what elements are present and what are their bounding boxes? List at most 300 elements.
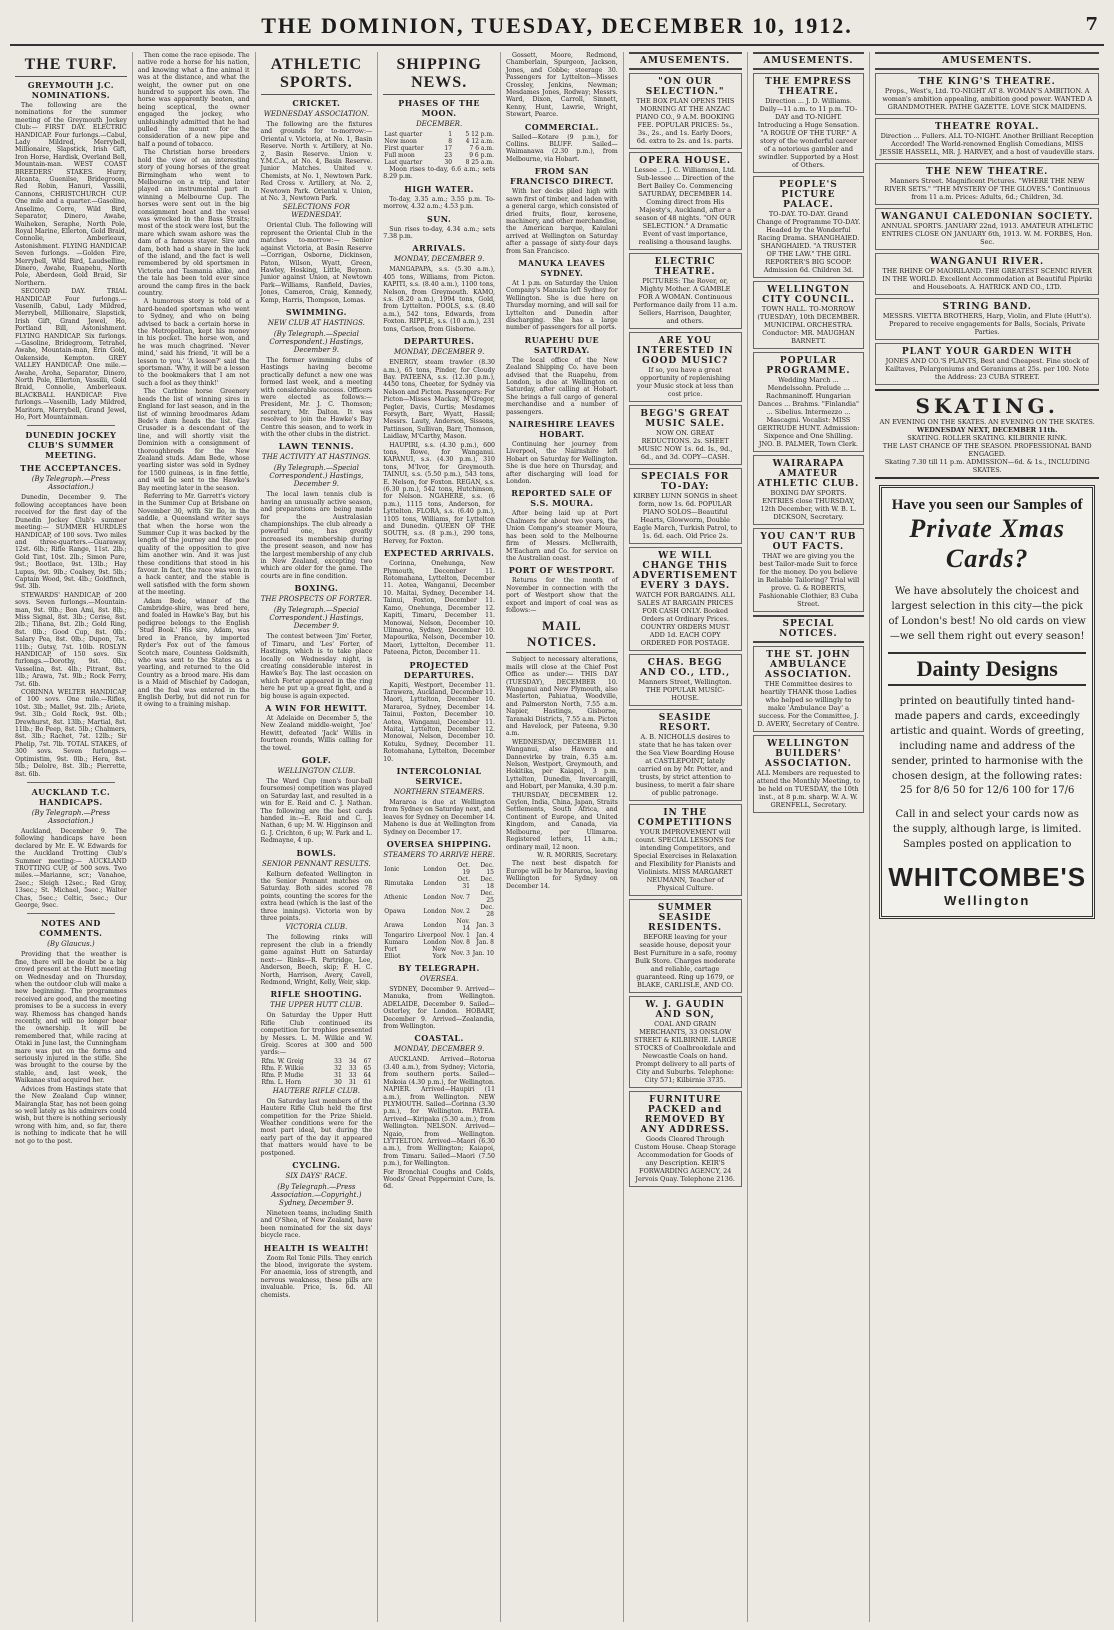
- columns: [10, 52, 1104, 1622]
- article-title: ARRIVALS.: [412, 243, 466, 254]
- article-body: Advices from Hastings state that the New Zealand Cup winner, Mairangla Star, has not been going so well lately as his admirers could wish, but there is nothing seriously wrong with him, and, so far, there is nothing to indicate that he will not go to the post.: [15, 1085, 127, 1145]
- advert-title: THE NEW THEATRE.: [926, 167, 1049, 177]
- divider: [27, 425, 115, 426]
- advert: [629, 253, 742, 329]
- article-title: MANUKA LEAVES SYDNEY.: [518, 257, 606, 278]
- table-cell: Ionic: [384, 865, 400, 873]
- article-subtitle: DECEMBER.: [416, 120, 463, 128]
- advert-body: THE RHINE OF MAORILAND. THE GREATEST SCENIC RIVER IN THE WORLD. Excellent Accommodation at Beautiful Pipiriki and Houseboats. A. HATRICK AND CO., LTD.: [882, 267, 1093, 291]
- article-tag: (By Telegraph.—Press Association.—Copyright.) Sydney, December 9.: [271, 1183, 362, 1207]
- advert-title: THEATRE ROYAL.: [935, 122, 1040, 132]
- article-subtitle: NORTHERN STEAMERS.: [393, 788, 485, 796]
- skating-title: SKATING.: [915, 394, 1059, 418]
- special-notices-header: SPECIAL NOTICES.: [753, 615, 865, 643]
- advert: [875, 118, 1099, 160]
- advert-body: WATCH FOR BARGAINS. ALL SALES AT BARGAIN PRICES FOR CASH ONLY. Booked Orders at Ordinary Prices. COUNTRY ORDERS MUST ADD 1d. EACH COPY ORDERED FOR POSTAGE.: [635, 591, 735, 647]
- column-athletic-sports: [256, 52, 379, 1622]
- skating-line: THE LAST CHANCE OF THE SEASON. PROFESSIONAL BAND ENGAGED.: [882, 442, 1092, 458]
- article-title: SWIMMING.: [285, 306, 347, 317]
- table-cell: Jan. 3: [476, 921, 494, 929]
- article-tag: (By Telegraph.—Special Correspondent.) Hastings, December 9.: [269, 606, 364, 631]
- advert-body: MESSRS. VIETTA BROTHERS, Harp, Violin, and Flute (Hutt's). Prepared to receive engagements for Balls, Socials, Private Parties.: [882, 312, 1092, 336]
- column-amusements-1: [624, 52, 748, 1622]
- table-cell: Jan. 8: [476, 939, 494, 947]
- table-cell: London: [423, 893, 447, 901]
- article-subtitle: WEDNESDAY ASSOCIATION.: [263, 110, 370, 118]
- article-title: INTERCOLONIAL SERVICE.: [396, 766, 482, 786]
- skating-advert: [875, 389, 1099, 479]
- xmas-headline: Private Xmas Cards?: [909, 514, 1066, 573]
- masthead-title: THE DOMINION, TUESDAY, DECEMBER 10, 1912.: [261, 13, 853, 38]
- table-cell: Dec. 15: [480, 862, 494, 877]
- article-body: The next best dispatch for Europe will be by Mararoa, leaving Wellington for Sydney on December 14.: [506, 860, 618, 890]
- advert-title: W. J. GAUDIN AND SON,: [645, 1000, 725, 1020]
- advert-body: Direction ... Fullers. ALL TO-NIGHT. Another Brilliant Reception Accorded! The World-renowned English Comedians, MISS JESSIE HASSELL, MR. J. HARVEY, and a host of vaudeville stars.: [879, 132, 1095, 156]
- article-body: The following are the fixtures and grounds for to-morrow:— Oriental v. Victoria, at No. 1, Basin Reserve. North v. Artillery, at No. 2, Basin Reserve. Union v. Y.M.C.A., at No. 4, Basin Reserve. Junior Matches. United v. Chemists, at No. 1, Newtown Park. Red Cross v. Artillery, at No. 2, Newtown Park. Oriental v. Union, at No. 3, Newtown Park.: [260, 121, 373, 203]
- section-title-shipping: SHIPPING NEWS.: [383, 56, 495, 95]
- article-body: Gossett, Moore, Redmond, Chamberlain, Spurgeon, Jackson, Jones, and Cobbe; steerage 30. Passengers for Lyttelton—Misses Crossley, Jenkins, Newman; Mesdames Jones, Rodway; Messrs. Ward, Dixon, Carroll, Sinnett, Kenny, Hunt, Lawrie, Wright, Stewart, Pearce.: [506, 52, 618, 119]
- xmas-prices: 25 for 8/6 50 for 12/6 100 for 17/6: [899, 785, 1075, 796]
- article-body: To-day, 3.35 a.m.; 3.55 p.m. To-morrow, 4.32 a.m.; 4.53 p.m.: [383, 195, 495, 211]
- advert-title: SEASIDE RESORT.: [658, 713, 712, 733]
- table-cell: Dec. 18: [480, 876, 494, 891]
- masthead: [10, 8, 1104, 46]
- amusements-header: AMUSEMENTS.: [629, 52, 742, 70]
- advert-body: If so, you have a great opportunity of replenishing your Music stock at less than cost price.: [636, 366, 734, 398]
- article-body: The contest between 'Jim' Forter, of Timaru, and 'Les' Forter, of Hastings, which is to take place locally on Wednesday night, is creating considerable interest in Hawke's Bay. The last occasion on which Forter appeared in the ring here he put up a great fight, and a big house is again expected.: [260, 633, 373, 700]
- table-cell: 7 6 a.m.: [469, 145, 494, 152]
- article-tag: (By Telegraph.—Press Association.): [31, 475, 111, 492]
- advert: [753, 352, 865, 452]
- article-title: DEPARTURES.: [403, 336, 475, 347]
- article-body: Sun rises to-day, 4.34 a.m.; sets 7.38 p.m.: [383, 225, 495, 241]
- advert-body: Goods Cleared Through Custom House. Cheap Storage Accommodation for Goods of any Description. KEIR'S FORWARDING AGENCY, 24 Jervois Quay. Telephone 2136.: [634, 1135, 736, 1183]
- article-tag: (By Telegraph.—Special Correspondent.) Hastings, December 9.: [269, 329, 364, 354]
- advert-signature: JNO. B. PALMER, Town Clerk.: [758, 440, 858, 448]
- article-body: Nineteen teams, including Smith and O'Shea, of New Zealand, have been nominated for the six days' bicycle race.: [260, 1210, 373, 1240]
- article-subtitle: HAUTERE RIFLE CLUB.: [272, 1086, 360, 1095]
- article-body: The Ward Cup (men's four-ball foursomes) competition was played on Saturday last, and resulted in a win for E. Reid and C. J. Nathan. The following are the best cards handed in:—E. Reid and C. J. Nathan, 6 up; M. W. Higginson and G. J. Crichton, 6 up; W. Park and L. Redmayne, 4 up.: [260, 777, 373, 845]
- advert-title: ELECTRIC THEATRE.: [654, 257, 716, 277]
- advert-title: OPERA HOUSE.: [639, 156, 732, 166]
- article-body: On Saturday last members of the Hautere Rifle Club held the first competition for the Prize Shield. Weather conditions were for the most part ideal, but during the early part of the day it appeared that matters would have to be postponed.: [260, 1097, 373, 1157]
- advert-title: WAIRARAPA AMATEUR ATHLETIC CLUB.: [757, 459, 860, 489]
- article-subtitle: SIX DAYS' RACE.: [285, 1172, 348, 1180]
- advert-body: ANNUAL SPORTS. JANUARY 22nd, 1913. AMATEUR ATHLETIC ENTRIES CLOSE ON JANUARY 6th, 1913. W. M. FORBES, Hon. Sec.: [881, 222, 1094, 246]
- table-row: [383, 876, 495, 890]
- advert: [753, 646, 865, 732]
- advert: [629, 654, 742, 706]
- advert-title: ARE YOU INTERESTED IN GOOD MUSIC?: [636, 336, 734, 366]
- table-cell: Athenic: [384, 893, 408, 901]
- divider: [27, 913, 115, 914]
- article-tag: (By Glaucus.): [47, 940, 95, 949]
- table-row: [383, 862, 495, 876]
- article-title: BOXING.: [294, 583, 339, 594]
- table-cell: 4 12 a.m.: [465, 138, 494, 145]
- advert-title: "ON OUR SELECTION.": [645, 77, 725, 97]
- divider: [27, 782, 115, 783]
- advert-title: THE ST. JOHN AMBULANCE ASSOCIATION.: [764, 650, 852, 680]
- article-title: HIGH WATER.: [404, 183, 474, 194]
- section-title-athletic: ATHLETIC SPORTS.: [261, 56, 373, 95]
- table-cell: London: [423, 879, 447, 887]
- table-cell: 64: [363, 1071, 372, 1079]
- table-row: [383, 145, 495, 152]
- article-body: Subject to necessary alterations, mails will close at the Chief Post Office as under:— THIS DAY (TUESDAY), DECEMBER 10. Wanganui and New Plymouth, also Masterton, Pahiatua, Woodville, and Palmerston North, 7.55 a.m. Napier, Hastings, Gisborne, Taranaki Districts, 7.55 a.m. Picton and Havelock, per Pateena, 9.30 a.m.: [506, 656, 618, 738]
- advert: [629, 547, 742, 651]
- article-title: SUN.: [426, 213, 452, 224]
- advert-title: POPULAR PROGRAMME.: [766, 356, 851, 376]
- article-body: The following are the nominations for the summer meeting of the Greymouth Jockey Club:— FIRST DAY. ELECTRIC HANDICAP. Four furlongs.—Cabul, Lady Mildred, Merrybell, Millionaire, Slapstick, Irish Gift, Iron Horse, Hardisk, Overland Bell, Mountain-man. WEST COAST BREEDERS' STAKES. Hurry, Alcanta, Guenilse, Bridegroom, Red Robin, Hanuri, Vassilii, Cannons, CHRISTCHURCH CUP. One mile and a quarter.—Gasoline, Anselimo, Corre, Wild Bird, Separator, Dinero, Awahe, Waiheken, Seraphe, North Pole, Royal Marine, Ellerton, Gold Braid, Connolie, Amberleaux, Astonishment. FLYING HANDICAP. Seven furlongs. —Golden Fire, Merrybell, Wild Bird, Laudselline, Dinero, Awahe, Ruapehu, North Pole, Aberdeen, Gold Braid, Sir Northern.: [15, 102, 127, 287]
- advert-body: NOW ON. GREAT REDUCTIONS. 2s. SHEET MUSIC NOW 1s. 6d. Is., 9d., 6d., and 3d. COPY—CASH.: [637, 429, 733, 461]
- article-title: PHASES OF THE MOON.: [398, 98, 480, 118]
- advert-title: SUMMER SEASIDE RESIDENTS.: [648, 903, 723, 933]
- article-body: HAUPIRI, s.s. (4.30 p.m.), 600 tons, Rowe, for Wanganui. KAPANUI, s.s. (4.30 p.m.), 310 tons, M'Ivor, for Greymouth. TAINUI, s.s. (5.50 p.m.), 543 tons, E. Nelson, for Foxton. REGAN, s.s. (6.30 p.m.), 542 tons, Hutchinson, for Nelson. NGAHERE, s.s. (6 p.m.), 1115 tons, Anderson, for Lyttelton. FLORA, s.s. (6.40 p.m.), 1105 tons, Williams, for Lyttelton and Dunedin. QUEEN OF THE SOUTH, s.s. (8 p.m.), 290 tons, Hervey, for Foxton.: [383, 441, 495, 545]
- advert-body: JONES AND CO.'S PLANTS, Best and Cheapest. Fine stock of Kailtaves, Pelargoniums and Geraniums at 25s. per 100. Note the Address: 23 CUBA STREET.: [885, 357, 1090, 381]
- article-body: Referring to Mr. Garrett's victory in the Summer Cup at Brisbane on November 30, with Sir Ilo, in the saddle, a Queensland writer says that when the horse won the Summer Cup it was backed by the length of the journey and the poor quality of the opposition to give him another win. And it was just these conditions that stood in his favour. In fact, the race was won in a hack canter, and the stable is well satisfied with the form shown at the meeting.: [137, 492, 250, 597]
- article-body: Sailed—Kotare (9 p.m.), for Collins. BLUFF. Sailed—Waimanawa (2.30 p.m.), from Melbourne, via Hobart.: [506, 133, 618, 163]
- table-cell: Last quarter: [384, 131, 423, 138]
- article-body: The local office of the New Zealand Shipping Co. have been advised that the Ruapehu, from London, is due at Wellington on Saturday, after calling at Hobart. She brings a full cargo of general merchandise and a number of passengers.: [506, 356, 618, 416]
- table-cell: Port Elliot: [384, 946, 401, 961]
- table-cell: 8: [448, 138, 453, 145]
- table-cell: 23: [444, 152, 453, 159]
- advert-body: PICTURES: The Rover, or, Mighty Mother. A GAMBLE FOR A WOMAN. Continuous Performance daily from 11 a.m. Sellers, Harrison, Daughter, and others.: [632, 277, 738, 325]
- table-cell: 9 6 p.m.: [469, 152, 494, 159]
- table-row: [383, 138, 495, 145]
- xmas-body: printed on beautifully tinted hand-made papers and cards, exceedingly artistic and quaint. Words of greeting, including name and address of the sender, printed to harmonise with the chosen design, at the following rates:: [890, 696, 1085, 782]
- advert-title: PEOPLE'S PICTURE PALACE.: [779, 180, 838, 210]
- article-body: CORINNA WELTER HANDICAP, of 100 sovs. One mile.—Rifles, 10st. 3lb.; Mallet, 9st. 2lb.; Ariete, 9st. 3lb.; Gold Rock, 9st. 0lb.; Drewhurst, 8st. 13lb.; Martial, 8st. 11lb.; Bo Peep, 8st. 5lb.; Chalmers, 8st. 3lb.; Rachet, 7st. 12lb.; Sir Phelip, 7st. 7lb. TOTAL STAKES, of 300 sovs. Seven furlongs.—Optimistim, 9st. 0lb.; Hera, 8st. 5lb.; Delolre, 8st. 3lb.; Pierrette, 8st. 6lb.: [15, 689, 127, 778]
- article-body: After being laid up at Port Chalmers for about two years, the Union Company's steamer Moura, has been sold to the Melbourne firm of Messrs. McIlwraith, M'Eacharn and Co. for service on the Australian coast.: [506, 510, 618, 562]
- table-cell: Nov. 3: [450, 949, 470, 957]
- article-subtitle: STEAMERS TO ARRIVE HERE.: [383, 851, 495, 860]
- table-cell: Oct. 19: [457, 862, 470, 877]
- table-row: [383, 890, 495, 904]
- table-row: [383, 932, 495, 939]
- table-cell: Dec. 25: [480, 890, 494, 905]
- advert-title: BEGG'S GREAT MUSIC SALE.: [640, 409, 730, 429]
- article-title: COASTAL.: [414, 1033, 464, 1044]
- column-shipping-continued: [501, 52, 624, 1622]
- article-body: A humorous story is told of a hard-headed sportsman who went to Sydney, and who on being advised to back a certain horse in the Metropolitan, kept his money in his pocket. The horse won, and he was much chagrined. 'Never mind,' said his friend, 'it will be a lesson to you.' 'A lesson?' said the sportsman. 'Why, it will be a lesson to the bookmakers that I am not such a fool as they think!': [137, 298, 250, 387]
- article-subtitle: THE ACTIVITY AT HASTINGS.: [262, 453, 371, 462]
- column-shipping-news: [378, 52, 501, 1622]
- table-cell: Rfm. F. Wilkie: [261, 1064, 304, 1072]
- table-cell: 30: [334, 1078, 342, 1086]
- table-cell: Dec. 28: [480, 904, 494, 919]
- article-title: PORT OF WESTPORT.: [508, 565, 615, 576]
- article-body: STEWARDS' HANDICAP, of 200 sovs. Seven furlongs.—Mountain-man, 9st. 9lb.; Bon Ami, 8st. 8lb.; Miss Signal, 8st. 3lb.; Cerise, 8st. 2lb.; Tihana, 8st. 2lb.; Gold Ring, 8st. 0lb.; Good Cup, 8st. 0lb.; Salary Pea, 8st. 0lb.; Dupon, 7st. 11lb.; Gutsy, 7st. 10lb. ROSLYN HANDICAP, of 150 sovs. Six furlongs.—Dorothy, 9st. 0lb.; Vasselina, 8st. 4lb.; Pitrant, 8st. 1lb.; Arawa, 7st. 9lb.; Rock Ferry, 7st. 6lb.: [15, 591, 127, 688]
- article-subtitle: SENIOR PENNANT RESULTS.: [261, 859, 371, 868]
- table-cell: London: [423, 939, 447, 947]
- advert: [629, 1091, 742, 1187]
- table-cell: 17: [444, 145, 453, 152]
- article-body: Oriental Club. The following will represent the Oriental Club in the matches to-morrow:— Senior against Victoria, at Basin Reserve—Corrigan, Osborne, Dickinson, Paton, Wilson, Wyatt, Green, Hawley, Hosking, Little, Beynon. Junior against Union, at Newtown Park—Williams, Ranfield, Davies, Jones, Cameron, Craig, Kennedy, Kemp, Harris, Thompson, Lomas.: [260, 222, 373, 304]
- article-body: The Carbine horse Greenery heads the list of winning sires in England for last season, and in the list of winning broodmares Adam Bede's dam heads the list. Gay Crusader is a descendant of the line, and will shortly visit the Dominion with a consignment of thoroughbreds for the New Zealand studs. Adam Bede, whose yearling sister was sold in Sydney for 1500 guineas, is in fine fettle, and will be sent to the Hawke's Bay meeting later in the season.: [137, 388, 250, 492]
- column-amusements-3: [870, 52, 1104, 1622]
- table-row: [383, 131, 495, 138]
- advert: [875, 208, 1099, 250]
- table-cell: Kumara: [384, 939, 409, 947]
- table-cell: 67: [363, 1057, 372, 1065]
- whitcombes-logo: WHITCOMBE'S: [888, 862, 1087, 892]
- advert-body: KIRBEY LUNN SONGS in sheet form, now 1s. 6d. POPULAR PIANO SOLOS—Beautiful Hearts, Glowworm, Double Eagle March, Turkish Patrol, to 1s. 6d. each. Old Price 2s.: [632, 492, 738, 540]
- advert: [629, 996, 742, 1088]
- article-body: Dunedin, December 9. The following acceptances have been received for the first day of the Dunedin Jockey Club's summer meeting:— SUMMER HURDLES HANDICAP, of 100 sovs. Two miles and three-quarters.—Guaraway, 12st. 6lb.; Rifle Range, 11st. 2lb.; Gold Tint, 10st. 2lb.; Simon Pure, 9st.; Bootlace, 9st. 13lb.; Hay Lupus, 9st. 9lb.; Coalsey, 9st. 5lb.; Captain Wood, 9st. 4lb.; Goldfinch, 9st. 3lb.: [15, 494, 127, 591]
- article-body: Mararoa is due at Wellington from Sydney on Saturday next, and leaves for Sydney on December 14. Maheno is due at Wellington from Sydney on December 17.: [383, 799, 495, 836]
- advert: [629, 709, 742, 801]
- advert: [629, 73, 742, 149]
- article-body: SECOND DAY. TRIAL HANDICAP. Four furlongs.—Vasenilb, Cabul, Lady Mildred, Merrybell, Millionaire, Slapstick, Irish Gift, Grand Jewel, Ho, Portland Bill, Astonishment. FLYING HANDICAP. Six furlongs. —Gasoline, Bridegroom, Tetrahel, Awahe, Mountain-man, Erin Gold, Oakenside, Kempton. GREY VALLEY HANDICAP. One mile.—Awahe, Aroha, Separator, Dinero, North Pole, Ellerton, Vassilii, Gold Braid, Connolie, Amberleaux. BLACKBALL HANDICAP. Five furlongs.—Vasenilb, Lady Mildred, Maritorn, Merrybell, Grand Jewel, Ho, Port Mountainman.: [15, 288, 127, 422]
- advert-body: BEFORE leaving for your seaside house, deposit your Best Furniture in a safe, roomy Bulk Store. Charges moderate and reliable, cartage guaranteed. Ring up 1679, or BLAKE, CARLISLE, AND CO.: [633, 933, 737, 989]
- oversea-steamers-table: [383, 862, 495, 960]
- article-body: MANGAPAPA, s.s. (5.30 a.m.), 405 tons, Williams, from Picton. KAPITI, s.s. (8.40 a.m.), 1100 tons, Nelson, from Greymouth. KAMO, s.s. (8.20 a.m.), 1994 tons, Gold, from Lyttelton. POOLS, s.s. (8.40 a.m.), 542 tons, Edwards, from Foxton. RIPPLE, s.s. (10 a.m.), 231 tons, Carlson, from Gisborne.: [383, 266, 495, 333]
- advert: [629, 152, 742, 250]
- table-cell: 1: [448, 131, 453, 138]
- table-cell: Rfm. P. Mudie: [261, 1071, 304, 1079]
- article-title: RIFLE SHOOTING.: [270, 989, 363, 1000]
- page-number: 7: [1085, 14, 1098, 35]
- advert: [753, 528, 865, 612]
- advert: [875, 163, 1099, 205]
- table-cell: Jan. 10: [472, 949, 494, 957]
- article-body: The following rinks will represent the club in a friendly game against Hutt on Saturday next:— Rinks—R. Partridge, Lee, Anderson, Beech, skip; F. H. C. North, Harrison, Avery, Cavell, Redmond, Wright, Kelly, Weir, skip.: [260, 934, 373, 986]
- whitcombes-location: Wellington: [944, 893, 1031, 908]
- article-body: Moon rises to-day, 6.6 a.m.; sets 8.29 p.m.: [383, 166, 495, 181]
- article-subtitle: OVERSEA.: [420, 975, 459, 984]
- article-body: Kelburn defeated Wellington in the Senior Pennant matches on Saturday. Both sides scored 78 points, counting the scores for the extra head (which is the last of the three innings). Victoria won by three points.: [260, 870, 373, 923]
- moon-phase-table: [383, 131, 495, 166]
- advert-body: TO-DAY. TO-DAY. Grand Change of Programme TO-DAY. Headed by the Wonderful Racing Drama. SHANGHAIED. SHANGHAIED. "A TRUSTER OF THE LAW." THE GIRL REPORTER'S BIG SCOOP. Admission 6d. Children 3d.: [756, 210, 861, 274]
- xmas-dainty-designs: Dainty Designs: [888, 652, 1086, 686]
- article-title: NAIRESHIRE LEAVES HOBART.: [508, 419, 616, 440]
- article-body: Returns for the month of November in connection with the port of Westport show that the export and import of coal was as follows:—: [506, 577, 618, 614]
- article-tag: (By Telegraph.—Press Association.): [31, 808, 111, 825]
- article-body: AUCKLAND. Arrived—Rotorua (3.40 a.m.), from Sydney; Victoria, from southern ports. Sailed—Mokoia (4.30 p.m.), for Wellington. NAPIER. Arrived—Haupiri (11 a.m.), from Wellington. NEW PLYMOUTH. Sailed—Corinna (3.30 p.m.), for Wellington. PATEA. Arrived—Kiripaka (5.30 a.m.), from Wellington. NELSON. Arrived—Ngaio, from Wellington. LYTTELTON. Arrived—Maori (6.30 a.m.), from Wellington; Kaiapoi, from Timaru. Sailed—Maori (7.50 p.m.), for Wellington.: [383, 1056, 495, 1168]
- advert-line: For Bronchial Coughs and Colds, Woods' Great Peppermint Cure, Is. 6d.: [383, 1168, 495, 1191]
- article-subtitle: VICTORIA CLUB.: [285, 923, 348, 932]
- table-cell: Last quarter: [384, 159, 423, 166]
- table-cell: 32: [334, 1064, 342, 1072]
- amusements-header: AMUSEMENTS.: [753, 52, 865, 70]
- table-row: [383, 946, 495, 960]
- article-subtitle: NEW CLUB AT HASTINGS.: [267, 318, 365, 327]
- xmas-cards-advert: [879, 485, 1095, 919]
- table-cell: First quarter: [384, 145, 424, 152]
- table-cell: 61: [363, 1078, 372, 1086]
- advert-title: THE EMPRESS THEATRE.: [764, 77, 852, 97]
- article-title: REPORTED SALE OF S.S. MOURA.: [511, 488, 613, 509]
- advert: [875, 73, 1099, 115]
- xmas-question: Have you seen our Samples of: [891, 497, 1083, 513]
- table-cell: 8 25 a.m.: [465, 159, 494, 166]
- signature: W. R. MORRIS, Secretary.: [537, 851, 618, 859]
- advert: [753, 176, 865, 278]
- advert: [629, 468, 742, 544]
- advert: [629, 332, 742, 402]
- advert: [753, 281, 865, 349]
- table-row: [261, 1072, 373, 1079]
- advert-title: PLANT YOUR GARDEN WITH: [901, 347, 1073, 357]
- advert-title: CHAS. BEGG AND CO., LTD.,: [640, 658, 731, 678]
- table-cell: London: [423, 921, 447, 929]
- article-body: The former swimming clubs of Hastings having become practically defunct a new one was formed last week, and a meeting with considerable success. Officers were elected as follows:—President, Mr. J. C. Thomson; secretary, Mr. Dalton. It was resolved to join the Hawke's Bay Centre this season, and to work in with the other clubs in the district.: [260, 356, 373, 438]
- article-body: Continuing her journey from Liverpool, the Nairnshire left Hobart on Saturday for Wellington. She is due here on Thursday, and after discharging will load for London.: [506, 441, 618, 486]
- column-turf-continued: [133, 52, 256, 1622]
- article-title: CYCLING.: [292, 1160, 341, 1170]
- amusements-header: AMUSEMENTS.: [875, 52, 1099, 70]
- advert-body: THE Committee desires to heartily THANK those Ladies who helped so willingly to make 'Ambulance Day' a success. For the Committee, J. D. AVERY, Secretary of Centre.: [757, 680, 860, 728]
- table-cell: Nov. 1: [450, 932, 470, 940]
- advert-body: COAL AND GRAIN MERCHANTS, 33 ONSLOW STREET & KILBIRNIE. LARGE STOCKS of Coalbrookdale and Newcastle Coals on hand. Prompt delivery to all parts of City and Suburbs. Telephone: City 571; Kilbirnie 3735.: [633, 1020, 737, 1084]
- advert-title: WANGANUI CALEDONIAN SOCIETY.: [881, 212, 1094, 222]
- table-row: [383, 152, 495, 159]
- advert: [753, 73, 865, 173]
- advert-body: Zoom Rel Tonic Pills. They enrich the blood, invigorate the system. For anaemia, loss of strength, and nervous weakness, these pills are invaluable. Price, Is. 6d. All chemists.: [260, 1254, 373, 1299]
- section-title-turf: THE TURF.: [15, 56, 127, 77]
- article-body: The local lawn tennis club is having an unusually active season, and preparations are being made for the Australasian championships. The club already a powerful one, has greatly increased its membership during the present season, and now has the largest membership of any club in New Zealand, excepting two which are older for the game. The courts are in fine condition.: [260, 491, 373, 580]
- table-cell: 5 12 p.m.: [465, 131, 494, 138]
- section-title-mail: MAIL NOTICES.: [506, 618, 618, 653]
- advert-body: Lessee ... J. C. Williamson, Ltd. Sub-lessee ... Direction of the Bert Bailey Co. Commencing SATURDAY, DECEMBER 14. Coming direct from His Majesty's, Auckland, after a season of 48 nights. "ON OUR SELECTION." A Dramatic Event of vast importance, realising a thousand laughs.: [634, 166, 736, 246]
- article-subtitle: THE ACCEPTANCES.: [20, 463, 122, 474]
- table-row: [261, 1058, 373, 1065]
- advert-title: YOU CAN'T RUB OUT FACTS.: [760, 532, 857, 552]
- article-tag: (By Telegraph.—Special Correspondent.) Hastings, December 9.: [269, 464, 364, 489]
- advert-title: STRING BAND.: [942, 302, 1032, 312]
- advert-title: WELLINGTON BUILDERS' ASSOCIATION.: [764, 739, 852, 769]
- advert-body: THAT we are giving you the best Tailor-made Suit to force for the money. Do you believe in Reliable Tailoring? Trial will prove. G. & ROBERTS, Fashionable Clothier, 83 Cuba Street.: [757, 552, 860, 608]
- table-cell: 31: [348, 1078, 357, 1086]
- article-title: PROJECTED DEPARTURES.: [403, 659, 475, 680]
- advert-title: IN THE COMPETITIONS: [637, 808, 733, 828]
- table-row: [383, 159, 495, 166]
- article-title: LAWN TENNIS.: [278, 441, 354, 452]
- article-body: With her decks piled high with sawn first of timber, and laden with a general cargo, which consisted of dried fruits, flour, kerosene, machinery, and other merchandise, the American barque, Kaiulani arrived at Wellington on Saturday after a passage of sixty-four days from San Francisco.: [506, 188, 618, 255]
- article-body: Auckland, December 9. The following handicaps have been declared by Mr. E. W. Edwards for the Auckland Trotting Club's Summer meeting:— AUCKLAND TROTTING CUP, of 500 sovs. Two miles.—Marianne, scr.; Vanahoe, 2sec.; Sleigh 12sec.; Red Gray, 13sec.; St. Michael, 5sec.; Walter Chas, 5sec.; Celtic, 5sec.; Our George, 9sec.: [15, 827, 127, 909]
- table-cell: 65: [363, 1064, 372, 1072]
- advert-title: WE WILL CHANGE THIS ADVERTISEMENT EVERY 3 DAYS.: [632, 551, 738, 591]
- article-title: BY TELEGRAPH.: [398, 963, 480, 974]
- table-cell: Tongariro: [384, 932, 414, 940]
- table-cell: Nov. 2: [450, 907, 470, 915]
- article-body: At 1 p.m. on Saturday the Union Company's Manuka left Sydney for Wellington. She is due here on Thursday morning, and will sail for Lyttelton and Dunedin after discharging. She has a large number of passengers for all ports.: [506, 279, 618, 332]
- table-cell: Rfm. W. Greig: [261, 1057, 304, 1065]
- table-cell: Opawa: [384, 907, 406, 915]
- table-cell: Nov. 7: [450, 893, 470, 901]
- article-subtitle: SELECTIONS FOR WEDNESDAY.: [282, 203, 350, 220]
- advert-body: Manners Street. Magnificent Pictures. "WHERE THE NEW RIVER SETS." "THE MYSTERY OF THE GLOVES." Continuous from 11 a.m. Prices: Adults, 6d.; Children, 3d.: [884, 177, 1091, 201]
- article-title: OVERSEA SHIPPING.: [386, 839, 492, 850]
- table-cell: Jan. 4: [476, 932, 494, 940]
- article-title: FROM SAN FRANCISCO DIRECT.: [509, 166, 614, 187]
- article-body: Then come the race episode. The native rode a horse for his nation, and knowing what a fine animal it was at the distance, and what the weight, the owner put on one hundred to support his own. The horse was apparently beaten, and being sceptical, the owner engaged the jockey, who unblushingly admitted that he had pulled the mount for the consideration of a new pipe and half a pound of tobacco.: [137, 52, 250, 148]
- article-subtitle: MONDAY, DECEMBER 9.: [393, 1045, 485, 1054]
- table-row: [383, 904, 495, 918]
- table-row: [383, 918, 495, 932]
- column-amusements-2: [748, 52, 871, 1622]
- advert-body: Wedding March ... Mendelssohn. Prelude ... Rachmaninoff. Hungarian Dances ... Brahms. "Finlandia" ... Sibelius. Intermezzo ... Mascagni. Vocalist: MISS GERTRUDE HUNT. Admission: Sixpence and One Shilling.: [757, 376, 860, 440]
- table-cell: 33: [348, 1064, 357, 1072]
- article-body: WEDNESDAY, DECEMBER 11. Wanganui, also Hawera and Dannevirke by train, 6.35 a.m. Nelson, Westport, Greymouth, and Hokitika, per Kaiapoi, 3 p.m. Lyttelton, Dunedin, Invercargill, and Hobart, per Manuka, 4.30 p.m.: [506, 738, 618, 791]
- advert-title: HEALTH IS WEALTH!: [263, 1242, 369, 1253]
- article-body: Adam Bede, winner of the Cambridge-shire, was bred here, and foaled in Hawke's Bay, but his pedigree belongs to the English 'Stud Book.' His sire, Adam, was bred in France, by imported Ryder's Fox out of the famous Scotch mare, Countess Goldsmith, who was sent to the States as a yearling, and returned to the Old Country as a brood mare. His dam is a Maid of Mischief by Cadogan, and the foal was entered in the English Derby, but did not run for it owing to a training mishap.: [137, 597, 250, 709]
- skating-line: Skating 7.30 till 11 p.m. ADMISSION—6d. & 1s., INCLUDING SKATES.: [884, 458, 1090, 474]
- advert-body: Props., West's, Ltd. TO-NIGHT AT 8. WOMAN'S AMBITION. A woman's ambition appealing, ambition good power. WANTED A GRANDMOTHER. PATHE GAZETTE. LOVE SICK MAIDENS.: [882, 87, 1093, 111]
- article-body: Corinna, Onehunga, New Plymouth, December 11. Rotomahana, Lyttelton, December 11. Aotea, Wanganui, December 10. Maitai, Sydney, December 14. Tainui, Foxton, December 11. Kamo, Onehunga, December 12. Kapiti, Timaru, December 11. Monowai, Nelson, December 10. Ulimaroa, Sydney, December 10. Mapourika, Nelson, December 10. Maori, Lyttelton, December 11. Pateena, Picton, December 11.: [383, 560, 495, 657]
- article-subtitle: MONDAY, DECEMBER 9.: [393, 348, 485, 357]
- table-cell: 34: [348, 1057, 357, 1065]
- advert: [629, 899, 742, 993]
- skating-line: SKATING. ROLLER SKATING. KILBIRNIE RINK.: [907, 434, 1068, 442]
- rifle-scores-table: [261, 1058, 373, 1086]
- advert: [753, 455, 865, 525]
- advert-body: Manners Street, Wellington. THE POPULAR MUSIC-HOUSE.: [638, 678, 732, 702]
- table-cell: Rimutaka: [384, 879, 414, 887]
- article-title: COMMERCIAL.: [524, 121, 599, 132]
- article-title: CRICKET.: [292, 98, 341, 108]
- article-title: AUCKLAND T.C. HANDICAPS.: [31, 786, 111, 807]
- table-cell: New moon: [384, 138, 417, 145]
- table-row: [261, 1065, 373, 1072]
- table-cell: Nov. 8: [450, 939, 470, 947]
- advert-body: BOXING DAY SPORTS. ENTRIES close THURSDAY, 12th December, with W. B. L. DICKSON, Secretary.: [760, 489, 857, 521]
- table-cell: London: [423, 865, 447, 873]
- article-title: GOLF.: [301, 754, 332, 765]
- advert-title: THE KING'S THEATRE.: [918, 77, 1056, 87]
- skating-line: AN EVENING ON THE SKATES. AN EVENING ON THE SKATES.: [879, 418, 1095, 426]
- column-turf: [10, 52, 133, 1622]
- article-title: EXPECTED ARRIVALS.: [383, 548, 495, 559]
- table-cell: New York: [432, 946, 447, 961]
- advert: [875, 253, 1099, 295]
- advert-title: WELLINGTON CITY COUNCIL.: [762, 285, 855, 305]
- article-body: ENERGY, steam trawler (8.30 a.m.), 65 tons, Pinder, for Cloudy Bay. PATEENA, s.s. (12.30 p.m.), 4450 tons, Cheeter, for Sydney via Nelson and Picton. Passengers: For Picton—Misses Mackay, M'Gregor, Pegler, Davis, Curtis; Mesdames Forsyth, Barr, Wyatt, Hassil; Messrs. Lauty, Anderson, Sissons, Pattinson, Sullivan, Barr, Thomson, Laidlaw, M'Carthy, Mason.: [383, 359, 495, 441]
- article-subtitle: THE UPPER HUTT CLUB.: [270, 1001, 363, 1010]
- advert: [629, 804, 742, 896]
- article-body: On Saturday the Upper Hutt Rifle Club continued its competition for trophies presented by Messrs. L. M. Wilkie and W. Greig. Scores at 300 and 500 yards:—: [260, 1012, 373, 1057]
- xmas-body: We have absolutely the choicest and largest selection in this city—the pick of London's best! No old cards on view—we sell them right out every season!: [888, 586, 1086, 642]
- table-cell: Liverpool: [417, 932, 447, 940]
- advert-body: ALL Members are requested to attend the Monthly Meeting, to be held on TUESDAY, the 10th inst., at 8 p.m. sharp. W. A. W. GRENFELL, Secretary.: [756, 769, 861, 809]
- table-cell: 33: [334, 1057, 342, 1065]
- article-title: DUNEDIN JOCKEY CLUB'S SUMMER MEETING.: [25, 430, 117, 461]
- table-cell: 33: [348, 1071, 357, 1079]
- table-cell: London: [423, 907, 447, 915]
- article-body: SYDNEY, December 9. Arrived—Manuka, from Wellington. ADELAIDE, December 9. Sailed—Osterley, for London. HOBART, December 9. Arrived—Zealandia, from Wellington.: [383, 986, 495, 1031]
- article-title: RUAPEHU DUE SATURDAY.: [524, 334, 600, 355]
- table-cell: Arawa: [384, 921, 404, 929]
- article-subtitle: MONDAY, DECEMBER 9.: [393, 255, 485, 264]
- advert: [629, 405, 742, 465]
- advert-title: FURNITURE PACKED and REMOVED BY ANY ADDRESS.: [640, 1095, 730, 1135]
- advert: [875, 343, 1099, 385]
- table-cell: Nov. 14: [456, 918, 470, 933]
- article-body: At Adelaide on December 5, the New Zealand middle-weight, 'Joe' Hewitt, defeated 'Jack' Willis in fourteen rounds, Willis calling for the towel.: [260, 714, 373, 752]
- table-row: [261, 1079, 373, 1086]
- article-title: NOTES AND COMMENTS.: [39, 918, 103, 939]
- article-title: A WIN FOR HEWITT.: [265, 702, 368, 713]
- table-cell: Full moon: [384, 152, 415, 159]
- advert: [875, 298, 1099, 340]
- table-row: [383, 939, 495, 946]
- article-title: GREYMOUTH J.C. NOMINATIONS.: [27, 80, 115, 100]
- article-body: Kapiti, Westport, December 11. Tarawera, Auckland, December 11. Maori, Lyttelton, December 10. Mararoa, Sydney, December 14. Tainui, Foxton, December 10. Aotea, Wanganui, December 11. Maitai, Lyttelton, December 12. Monowai, Nelson, December 10. Kotuku, Sydney, December 11. Rotomahana, Lyttelton, December 10.: [383, 681, 495, 763]
- advert-body: Direction ... J. D. Williams. Daily—11 a.m. to 11 p.m. TO-DAY and TO-NIGHT. Introducing a Huge Sensation. "A ROGUE OF THE TURF." A story of the wonderful career of a notorious gambler and swindler. Supported by a Host of Others.: [757, 97, 860, 169]
- advert-body: YOUR IMPROVEMENT will count. SPECIAL LESSONS for intending Competitors, and Special Exercises in Relaxation and Flexibility for Pianists and Violinists. MISS MARGARET NEUMANN, Teacher of Physical Culture.: [633, 828, 737, 892]
